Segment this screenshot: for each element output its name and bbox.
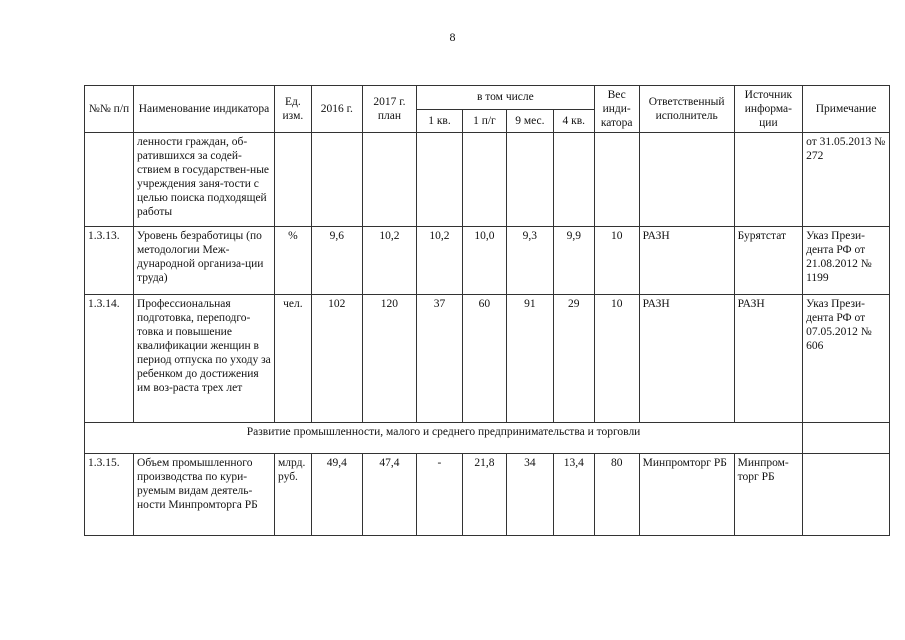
table-row <box>85 133 890 227</box>
header-2017: 2017 г. план <box>362 86 416 133</box>
cell-9m: 34 <box>506 454 553 536</box>
cell-num: 1.3.14. <box>85 295 134 423</box>
indicators-table <box>84 85 890 536</box>
cell-weight: 80 <box>594 454 639 536</box>
cell-source: РАЗН <box>734 295 802 423</box>
cell-unit: млрд. руб. <box>275 454 312 536</box>
cell-name: Объем промышленного производства по кури-руемым видам деятель-ности Минпромторга РБ <box>134 454 275 536</box>
cell-num: 1.3.15. <box>85 454 134 536</box>
cell-source <box>734 133 802 227</box>
cell-q4: 29 <box>553 295 594 423</box>
cell-h1: 21,8 <box>462 454 506 536</box>
table-row <box>85 227 890 295</box>
header-num: №№ п/п <box>85 86 134 133</box>
cell-num <box>85 133 134 227</box>
cell-note <box>803 454 890 536</box>
cell-name: Профессиональная подготовка, переподго-товка и повышение квалификации женщин в период отпуска по уходу за ребенком до достижения им воз-раста трех лет <box>134 295 275 423</box>
table-row <box>85 295 890 423</box>
header-weight: Вес инди-катора <box>594 86 639 133</box>
cell-9m: 91 <box>506 295 553 423</box>
cell-unit <box>275 133 312 227</box>
section-title: Развитие промышленности, малого и среднего предпринимательства и торговли <box>85 423 803 454</box>
cell-unit: чел. <box>275 295 312 423</box>
cell-executor: РАЗН <box>639 295 734 423</box>
cell-q1 <box>416 133 462 227</box>
cell-h1: 10,0 <box>462 227 506 295</box>
table-header-row <box>85 86 890 110</box>
cell-2016 <box>311 133 362 227</box>
cell-note: от 31.05.2013 № 272 <box>803 133 890 227</box>
section-note-cell <box>803 423 890 454</box>
header-source: Источник информа-ции <box>734 86 802 133</box>
cell-executor: Минпромторг РБ <box>639 454 734 536</box>
cell-unit: % <box>275 227 312 295</box>
cell-source: Минпром-торг РБ <box>734 454 802 536</box>
cell-2017: 10,2 <box>362 227 416 295</box>
cell-2017 <box>362 133 416 227</box>
cell-name: ленности граждан, об-ратившихся за содей-ствием в государствен-ные учреждения заня-тости с целью поиска подходящей работы <box>134 133 275 227</box>
header-incl: в том числе <box>416 86 594 110</box>
header-note: Примечание <box>803 86 890 133</box>
header-9m: 9 мес. <box>506 109 553 133</box>
cell-weight: 10 <box>594 227 639 295</box>
cell-2016: 9,6 <box>311 227 362 295</box>
header-q4: 4 кв. <box>553 109 594 133</box>
table-row <box>85 454 890 536</box>
cell-q1: 37 <box>416 295 462 423</box>
cell-2016: 102 <box>311 295 362 423</box>
cell-q4: 9,9 <box>553 227 594 295</box>
header-2016: 2016 г. <box>311 86 362 133</box>
page-number: 8 <box>449 30 456 44</box>
cell-q4: 13,4 <box>553 454 594 536</box>
section-row <box>85 423 890 454</box>
cell-weight <box>594 133 639 227</box>
header-name: Наименование индикатора <box>134 86 275 133</box>
cell-q1: - <box>416 454 462 536</box>
cell-2017: 47,4 <box>362 454 416 536</box>
cell-executor <box>639 133 734 227</box>
cell-source: Бурятстат <box>734 227 802 295</box>
cell-9m: 9,3 <box>506 227 553 295</box>
header-executor: Ответственный исполнитель <box>639 86 734 133</box>
cell-note: Указ Прези-дента РФ от 07.05.2012 № 606 <box>803 295 890 423</box>
header-h1: 1 п/г <box>462 109 506 133</box>
cell-num: 1.3.13. <box>85 227 134 295</box>
cell-2016: 49,4 <box>311 454 362 536</box>
cell-h1 <box>462 133 506 227</box>
cell-executor: РАЗН <box>639 227 734 295</box>
cell-2017: 120 <box>362 295 416 423</box>
header-unit: Ед. изм. <box>275 86 312 133</box>
header-q1: 1 кв. <box>416 109 462 133</box>
cell-name: Уровень безработицы (по методологии Меж-дународной организа-ции труда) <box>134 227 275 295</box>
cell-h1: 60 <box>462 295 506 423</box>
cell-q4 <box>553 133 594 227</box>
cell-9m <box>506 133 553 227</box>
cell-q1: 10,2 <box>416 227 462 295</box>
cell-weight: 10 <box>594 295 639 423</box>
cell-note: Указ Прези-дента РФ от 21.08.2012 № 1199 <box>803 227 890 295</box>
